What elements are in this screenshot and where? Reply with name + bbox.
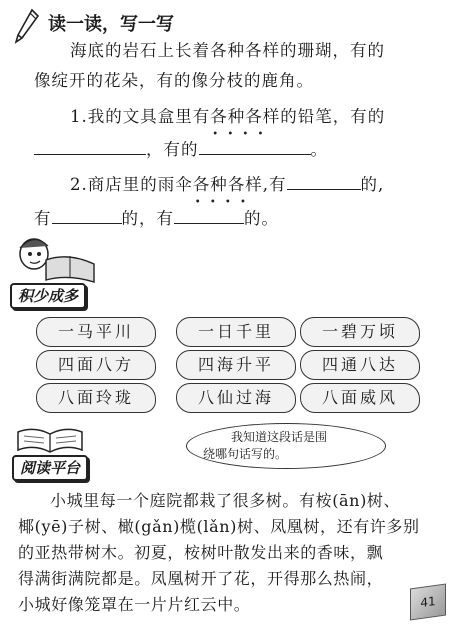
answer-blank[interactable] (199, 137, 311, 155)
question-1-line-2: ，有的 。 (34, 137, 328, 161)
idiom-tag: 八面玲珑 (36, 383, 156, 413)
idiom-tag: 一碧万顷 (300, 317, 420, 347)
idiom-tag: 八仙过海 (176, 383, 296, 413)
page-number: 41 (410, 583, 446, 620)
thought-bubble: 我知道这段话是围 绕哪句话写的。 (186, 423, 386, 469)
reading-boy-illustration (8, 230, 104, 290)
answer-blank[interactable] (287, 172, 361, 190)
idiom-tag: 四面八方 (36, 350, 156, 380)
answer-blank[interactable] (34, 137, 146, 155)
idiom-tag: 四通八达 (300, 350, 420, 380)
passage-line: 得满街满院都是。凤凰树开了花，开得那么热闹， (18, 569, 384, 588)
question-2-line-2: 有 的，有 的。 (34, 206, 279, 230)
passage-line: 的亚热带树木。初夏，桉树叶散发出来的香味，飘 (18, 543, 384, 562)
intro-line-1: 海底的岩石上长着各种各样的珊瑚，有的 (70, 41, 385, 60)
section-banner-accumulate: 积少成多 (10, 283, 86, 309)
answer-blank[interactable] (52, 206, 122, 224)
pen-icon (14, 8, 40, 44)
answer-blank[interactable] (174, 206, 244, 224)
idiom-tag: 八面威风 (300, 383, 420, 413)
emphasis-dotted-text: 各种各样 • • • • (210, 106, 280, 128)
idiom-tag: 一马平川 (36, 317, 156, 347)
idiom-tag: 四海升平 (176, 350, 296, 380)
emphasis-dotted-text: 各种各样 • • • • (193, 174, 263, 196)
intro-line-2: 像绽开的花朵，有的像分枝的鹿角。 (34, 71, 314, 90)
section-banner-reading: 阅读平台 (12, 455, 88, 481)
idiom-tag: 一日千里 (176, 317, 296, 347)
passage-line: 小城里每一个庭院都栽了很多树。有桉(ān)树、 (50, 491, 401, 510)
question-2-line-1: 2.商店里的雨伞各种各样 • • • •,有 的, (70, 172, 384, 196)
passage-line: 小城好像笼罩在一片片红云中。 (18, 595, 251, 614)
question-1-line-1: 1.我的文具盒里有各种各样 • • • •的铅笔，有的 (70, 106, 385, 128)
section-title: 读一读，写一写 (48, 14, 174, 35)
passage-line: 椰(yē)子树、橄(gǎn)榄(lǎn)树、凤凰树，还有许多别 (18, 517, 420, 536)
open-book-icon (14, 424, 86, 454)
